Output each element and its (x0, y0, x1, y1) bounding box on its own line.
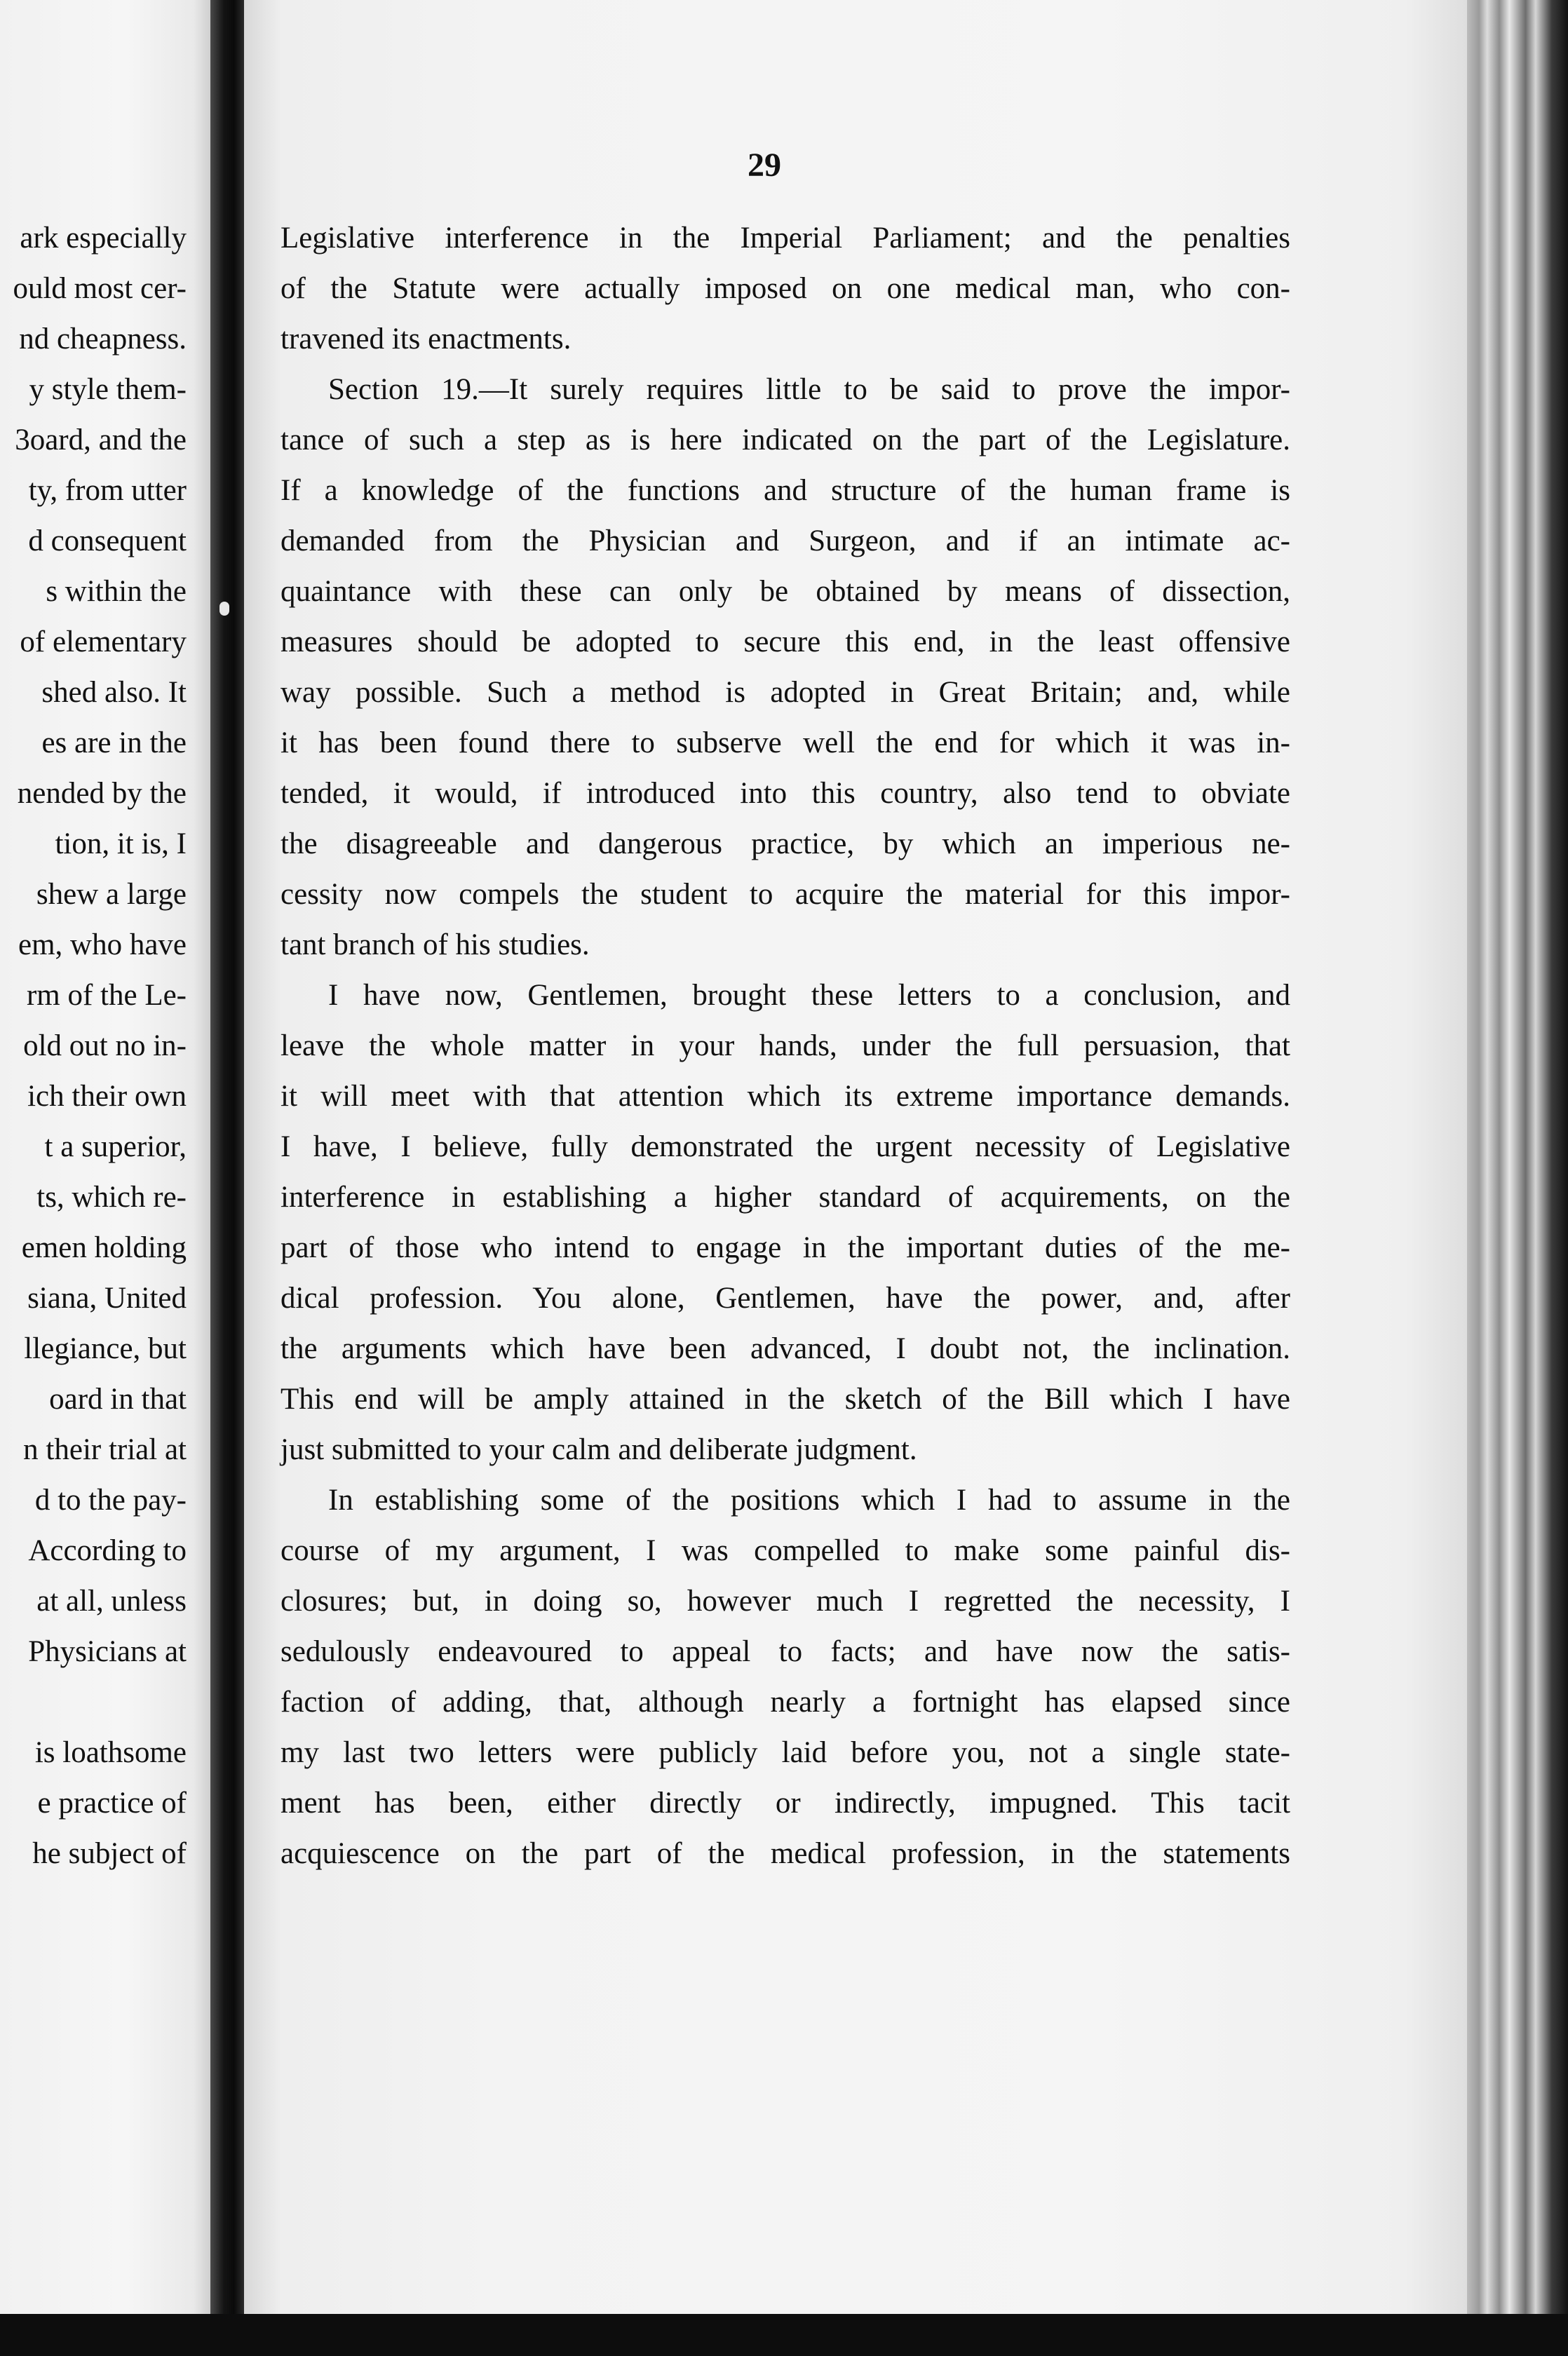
text-line: I have now, Gentlemen, brought these letters to a conclusion, and (328, 979, 1290, 1012)
text-line: course of my argument, I was compelled to make some painful dis- (281, 1534, 1290, 1567)
text-line: tance of such a step as is here indicated on the part of the Legislature. (281, 424, 1290, 456)
left-page-line: ark especially (20, 222, 187, 255)
text-line: demanded from the Physician and Surgeon, and if an intimate ac- (281, 524, 1290, 557)
left-page-line: llegiance, but (24, 1332, 187, 1365)
margin-speck (219, 602, 229, 616)
left-page-line: emen holding (21, 1231, 187, 1264)
left-page-line: e practice of (37, 1787, 187, 1820)
left-page-line: nd cheapness. (19, 323, 187, 356)
text-line: my last two letters were publicly laid before you, not a single state- (281, 1736, 1290, 1769)
left-page-line: siana, United (27, 1282, 187, 1315)
text-line: sedulously endeavoured to appeal to facts; and have now the satis- (281, 1635, 1290, 1668)
left-page-line: ty, from utter (28, 474, 187, 507)
page-edge-stack (1467, 0, 1568, 2356)
text-line: In establishing some of the positions which I had to assume in the (328, 1484, 1290, 1517)
text-line: I have, I believe, fully demonstrated the urgent necessity of Legislative (281, 1130, 1290, 1163)
text-line: part of those who intend to engage in the important duties of the me- (281, 1231, 1290, 1264)
text-line: just submitted to your calm and deliberate judgment. (281, 1433, 917, 1466)
text-line: of the Statute were actually imposed on one medical man, who con- (281, 272, 1290, 305)
text-line: way possible. Such a method is adopted in Great Britain; and, while (281, 676, 1290, 709)
left-page-line: n their trial at (23, 1433, 187, 1466)
text-line: faction of adding, that, although nearly a fortnight has elapsed since (281, 1686, 1290, 1719)
left-facing-page (0, 0, 210, 2314)
left-page-line: oard in that (49, 1383, 187, 1416)
left-page-line: d consequent (28, 524, 187, 557)
left-page-line: es are in the (41, 726, 187, 759)
text-line: the disagreeable and dangerous practice, by which an imperious ne- (281, 827, 1290, 860)
left-page-line: is loathsome (34, 1736, 187, 1769)
left-page-line: ould most cer- (13, 272, 187, 305)
text-line: leave the whole matter in your hands, under the full persuasion, that (281, 1029, 1290, 1062)
text-line: tant branch of his studies. (281, 928, 590, 961)
text-line: acquiescence on the part of the medical profession, in the statements (281, 1837, 1290, 1870)
left-page-line: of elementary (20, 625, 187, 658)
text-line: Legislative interference in the Imperial Parliament; and the penalties (281, 222, 1290, 255)
text-line: If a knowledge of the functions and structure of the human frame is (281, 474, 1290, 507)
text-line: it will meet with that attention which its extreme importance demands. (281, 1080, 1290, 1113)
left-page-line: old out no in- (23, 1029, 187, 1062)
book-gutter (210, 0, 244, 2356)
page-number: 29 (748, 147, 781, 184)
text-line: Section 19.—It surely requires little to be said to prove the impor- (328, 373, 1290, 406)
text-line: dical profession. You alone, Gentlemen, have the power, and, after (281, 1282, 1290, 1315)
left-page-line: shew a large (36, 878, 187, 911)
text-line: travened its enactments. (281, 323, 572, 356)
text-line: measures should be adopted to secure this end, in the least offensive (281, 625, 1290, 658)
text-line: it has been found there to subserve well the end for which it was in- (281, 726, 1290, 759)
left-page-line: y style them- (29, 373, 187, 406)
text-line: interference in establishing a higher standard of acquirements, on the (281, 1181, 1290, 1214)
left-page-line: rm of the Le- (26, 979, 187, 1012)
text-line: closures; but, in doing so, however much I regretted the necessity, I (281, 1585, 1290, 1618)
text-line: cessity now compels the student to acquire the material for this impor- (281, 878, 1290, 911)
text-line: the arguments which have been advanced, I doubt not, the inclination. (281, 1332, 1290, 1365)
text-line: tended, it would, if introduced into this country, also tend to obviate (281, 777, 1290, 810)
scan-bottom-border (0, 2314, 1568, 2356)
main-page (244, 0, 1467, 2316)
left-page-line: he subject of (32, 1837, 187, 1870)
left-page-line: em, who have (18, 928, 187, 961)
left-page-line: tion, it is, I (55, 827, 187, 860)
left-page-line: s within the (46, 575, 187, 608)
text-line: quaintance with these can only be obtained by means of dissection, (281, 575, 1290, 608)
left-page-line: nended by the (17, 777, 187, 810)
text-line: This end will be amply attained in the sketch of the Bill which I have (281, 1383, 1290, 1416)
left-page-line: d to the pay- (34, 1484, 187, 1517)
text-line: ment has been, either directly or indirectly, impugned. This tacit (281, 1787, 1290, 1820)
left-page-line: ts, which re- (36, 1181, 187, 1214)
left-page-line: t a superior, (44, 1130, 187, 1163)
left-page-line: at all, unless (36, 1585, 187, 1618)
left-page-line: According to (28, 1534, 187, 1567)
left-page-line: 3oard, and the (15, 424, 187, 456)
left-page-line: Physicians at (28, 1635, 187, 1668)
left-page-line: shed also. It (41, 676, 187, 709)
left-page-line: ich their own (27, 1080, 187, 1113)
